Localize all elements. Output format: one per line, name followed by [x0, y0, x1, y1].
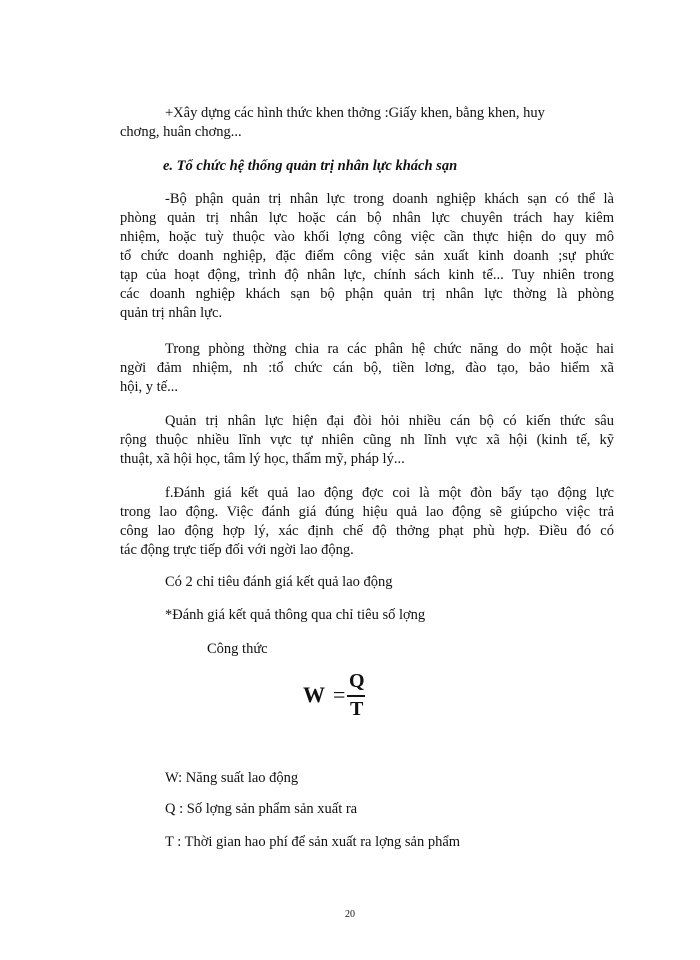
fraction-bar [347, 695, 365, 697]
productivity-formula [303, 672, 373, 722]
formula-denominator: T [350, 698, 364, 720]
formula-numerator: Q [349, 670, 365, 692]
text-line: ngời đảm nhiệm, nh :tổ chức cán bộ, tiền lơng, đào tạo, bảo hiểm xã [120, 360, 614, 376]
text-line: công lao động hợp lý, xác định chế độ thởng phạt phù hợp. Điều đó có [120, 523, 614, 539]
formula-lhs: W [303, 682, 325, 707]
definition-q: Q : Số lợng sản phẩm sản xuất ra [165, 801, 358, 817]
text-line: nhiệm, hoặc tuỳ thuộc vào khối lợng công việc cần thực hiện do quy mô [120, 229, 614, 245]
text-line: thuật, xã hội học, tâm lý học, thẩm mỹ, pháp lý... [120, 451, 405, 467]
definition-w: W: Năng suất lao động [165, 770, 299, 786]
text-line: -Bộ phận quản trị nhân lực trong doanh nghiệp khách sạn có thể là [165, 191, 614, 207]
page-number: 20 [345, 909, 355, 920]
text-line: tạp của hoạt động, trình độ nhân lực, chính sách kinh tế... Tuy nhiên trong [120, 267, 614, 283]
text-line: Trong phòng thờng chia ra các phân hệ chức năng do một hoặc hai [165, 341, 614, 357]
text-line: quản trị nhân lực. [120, 305, 223, 321]
text-line: Quản trị nhân lực hiện đại đòi hỏi nhiều cán bộ có kiến thức sâu [165, 413, 614, 429]
reward-forms-line-1: +Xây dựng các hình thức khen thởng :Giấy khen, bằng khen, huy [165, 105, 545, 121]
text-line: các doanh nghiệp khách sạn bộ phận quản trị nhân lực thờng là phòng [120, 286, 614, 302]
text-line: trong lao động. Việc đánh giá đúng hiệu quả lao động sẽ giúpcho việc trả [120, 504, 614, 520]
section-heading-e: e. Tổ chức hệ thống quản trị nhân lực khách sạn [163, 158, 458, 174]
text-line: phòng quản trị nhân lực hoặc cán bộ nhân lực chuyên trách hay kiêm [120, 210, 614, 226]
criteria-count: Có 2 chỉ tiêu đánh giá kết quả lao động [165, 574, 393, 590]
formula-equals: = [333, 682, 346, 707]
criteria-quantity: *Đánh giá kết quả thông qua chỉ tiêu số lợng [165, 607, 426, 623]
formula-label: Công thức [207, 641, 268, 657]
text-line: rộng thuộc nhiều lĩnh vực tự nhiên cũng nh lĩnh vực xã hội (kinh tế, kỹ [120, 432, 614, 448]
reward-forms-line-2: chơng, huân chơng... [120, 124, 242, 140]
text-line: tác động trực tiếp đối với ngời lao động. [120, 542, 354, 558]
text-line: hội, y tế... [120, 379, 178, 395]
text-line: f.Đánh giá kết quả lao động đợc coi là một đòn bẩy tạo động lực [165, 485, 614, 501]
text-line: tổ chức doanh nghiệp, đặc điểm công việc sản xuất kinh doanh ;sự phức [120, 248, 614, 264]
definition-t: T : Thời gian hao phí để sản xuất ra lợng sản phẩm [165, 834, 461, 850]
